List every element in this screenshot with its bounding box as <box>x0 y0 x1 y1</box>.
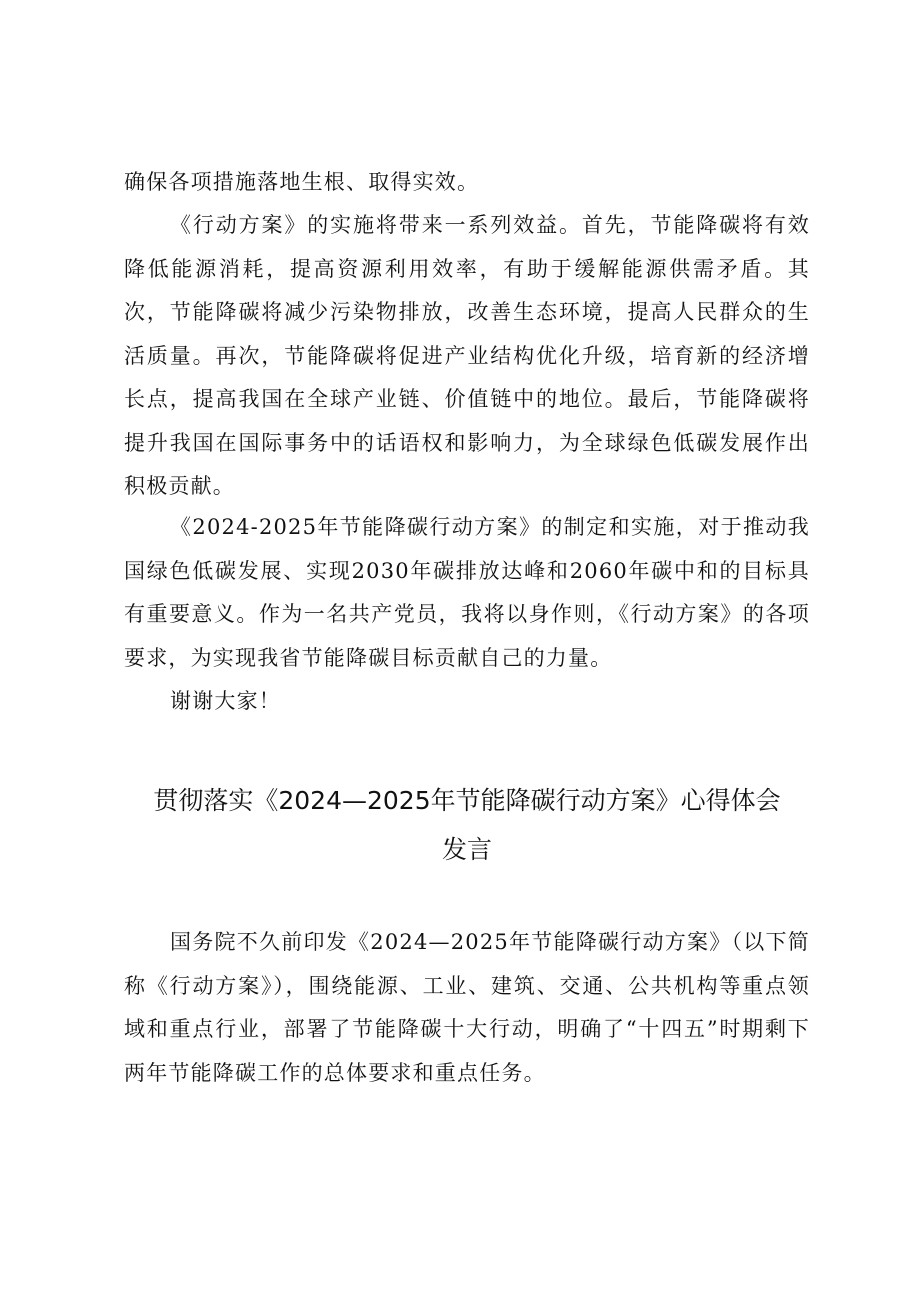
benefits-paragraph: 《行动方案》的实施将带来一系列效益。首先，节能降碳将有效降低能源消耗，提高资源利用效率，有助于缓解能源供需矛盾。其次，节能降碳将减少污染物排放，改善生态环境，提高人民群众的生活质量。再次，节能降碳将促进产业结构优化升级，培育新的经济增长点，提高我国在全球产业链、价值链中的地位。最后，节能降碳将提升我国在国际事务中的话语权和影响力，为全球绿色低碳发展作出积极贡献。 <box>124 213 810 498</box>
intro-paragraph: 国务院不久前印发《2024—2025年节能降碳行动方案》（以下简称《行动方案》），围绕能源、工业、建筑、交通、公共机构等重点领域和重点行业，部署了节能降碳十大行动，明确了“十四五”时期剩下两年节能降碳工作的总体要求和重点任务。 <box>124 930 810 1085</box>
thanks-paragraph: 谢谢大家！ <box>170 689 281 713</box>
section-title-line-1: 贯彻落实《2024—2025年节能降碳行动方案》心得体会 <box>153 786 781 815</box>
section-title-line-2: 发言 <box>441 835 492 864</box>
significance-paragraph: 《2024-2025年节能降碳行动方案》的制定和实施，对于推动我国绿色低碳发展、实现2030年碳排放达峰和2060年碳中和的目标具有重要意义。作为一名共产党员，我将以身作则，《行动方案》的各项要求，为实现我省节能降碳目标贡献自己的力量。 <box>124 515 810 670</box>
section-title <box>124 776 810 874</box>
continuation-paragraph: 确保各项措施落地生根、取得实效。 <box>124 170 480 194</box>
